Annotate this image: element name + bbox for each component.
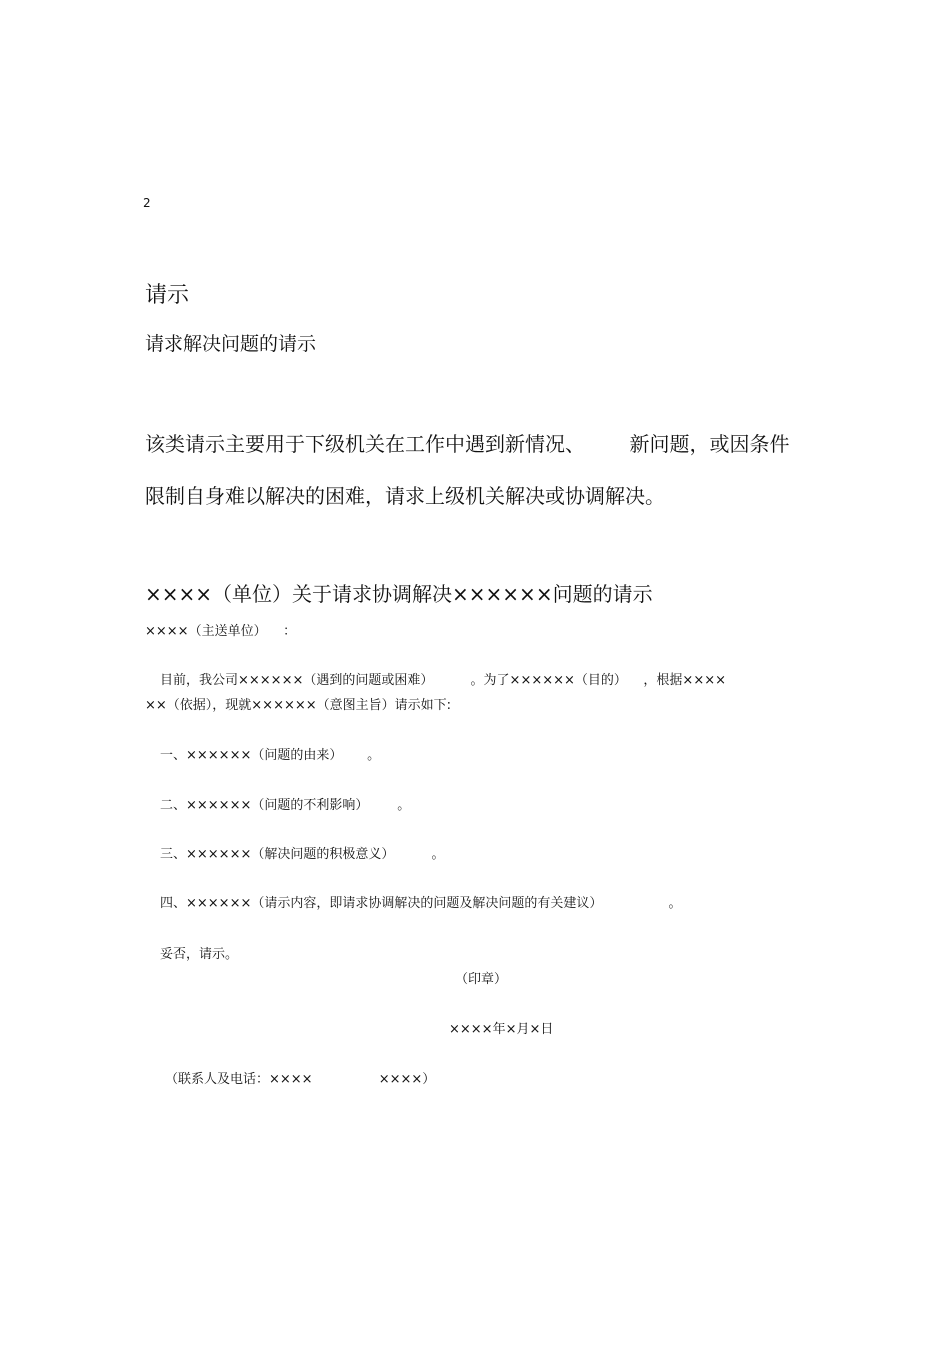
body-paragraph-line-2: ××（依据），现就××××××（意图主旨）请示如下: bbox=[145, 698, 452, 713]
page-number: 2 bbox=[143, 196, 151, 210]
list-item: 二、××××××（问题的不利影响） 。 bbox=[160, 798, 411, 813]
list-item: 四、××××××（请示内容，即请求协调解决的问题及解决问题的有关建议） 。 bbox=[160, 896, 682, 911]
list-item: 一、××××××（问题的由来） 。 bbox=[160, 748, 381, 763]
section-heading: 请示 bbox=[145, 283, 190, 308]
intro-paragraph-line-2: 限制自身难以解决的困难，请求上级机关解决或协调解决。 bbox=[145, 484, 665, 508]
closing-line: 妥否，请示。 bbox=[160, 947, 239, 962]
section-subheading: 请求解决问题的请示 bbox=[145, 333, 317, 355]
template-title: ××××（单位）关于请求协调解决××××××问题的请示 bbox=[145, 582, 653, 606]
body-paragraph-line-1: 目前，我公司××××××（遇到的问题或困难） 。为了××××××（目的） ，根据×××× bbox=[160, 673, 727, 688]
intro-paragraph-line-1: 该类请示主要用于下级机关在工作中遇到新情况、 新问题，或因条件 bbox=[145, 432, 790, 456]
date-line: ××××年×月×日 bbox=[449, 1022, 554, 1037]
list-item: 三、××××××（解决问题的积极意义） 。 bbox=[160, 847, 445, 862]
seal-placeholder: （印章） bbox=[455, 972, 508, 987]
recipient-line: ××××（主送单位） ： bbox=[145, 624, 297, 639]
contact-line: （联系人及电话：×××× ××××） bbox=[165, 1072, 436, 1087]
